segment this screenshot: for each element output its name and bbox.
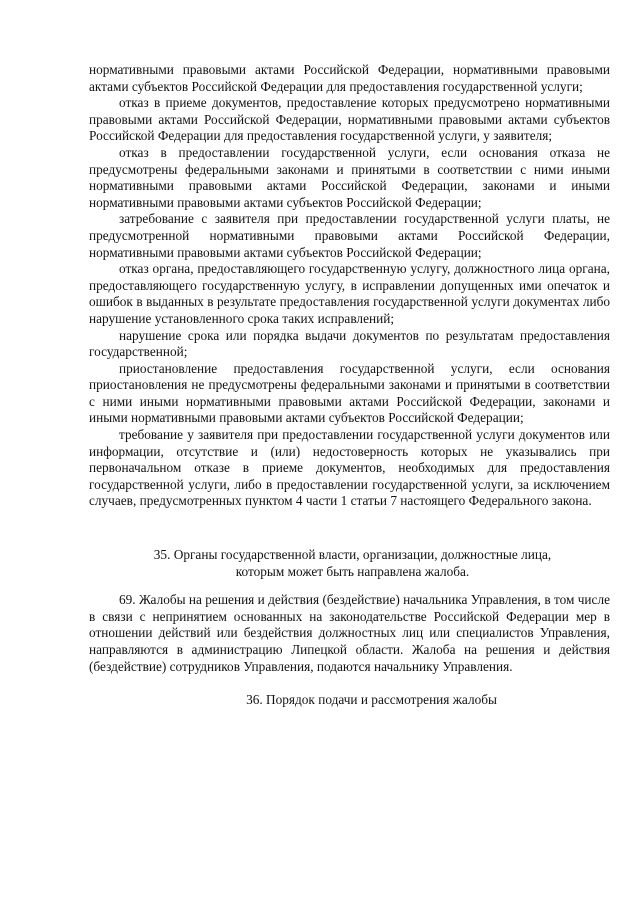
paragraph-fee-demand: затребование с заявителя при предоставлении государственной услуги платы, не предусмотренной нормативными правовыми актами Российской Федерации, нормативными правовыми актами субъектов Российской Федерации; xyxy=(89,211,610,260)
paragraph-continuation: нормативными правовыми актами Российской Федерации, нормативными правовыми актами субъектов Российской Федерации для предоставления государственной услуги; xyxy=(89,62,610,94)
paragraph-refusal-service: отказ в предоставлении государственной услуги, если основания отказа не предусмотрены федеральными законами и принятыми в соответствии с ними иными нормативными правовыми актами Российской Федерации, законами и иными нормативными правовыми актами субъектов Российской Федерации; xyxy=(89,144,610,210)
section-36-heading-title: 36. Порядок подачи и рассмотрения жалобы xyxy=(246,692,497,708)
paragraph-69: 69. Жалобы на решения и действия (бездействие) начальника Управления, в том числе в связи с непринятием основанных на законодательстве Российской Федерации мер в отношении действий или бездействия должностных лиц или специалистов Управления, направляются в администрацию Липецкой области. Жалоба на решения и действия (бездействие) сотрудников Управления, подаются начальнику Управления. xyxy=(89,592,610,674)
section-35-heading-line2: которым может быть направлена жалоба. xyxy=(235,563,470,579)
section-35-heading xyxy=(89,547,610,580)
paragraph-suspension: приостановление предоставления государственной услуги, если основания приостановления не предусмотрены федеральными законами и принятыми в соответствии с ними иными нормативными правовыми актами Российской Федерации, законами и иными нормативными правовыми актами субъектов Российской Федерации; xyxy=(89,360,610,426)
paragraph-deadline-violation: нарушение срока или порядка выдачи документов по результатам предоставления государственной; xyxy=(89,327,610,360)
paragraph-refusal-documents: отказ в приеме документов, предоставление которых предусмотрено нормативными правовыми актами Российской Федерации, нормативными правовыми актами субъектов Российской Федерации для предоставления государственной услуги, у заявителя; xyxy=(89,95,610,144)
section-35-heading-line1: 35. Органы государственной власти, организации, должностные лица, xyxy=(153,547,552,563)
paragraph-document-demand: требование у заявителя при предоставлении государственной услуги документов или информации, отсутствие и (или) недостоверность которых не указывались при первоначальном отказе в приеме документов, необходимых для предоставления государственной услуги, либо в предоставлении государственной услуги, за исключением случаев, предусмотренных пунктом 4 части 1 статьи 7 настоящего Федерального закона. xyxy=(89,427,610,509)
paragraph-correction-refusal: отказ органа, предоставляющего государственную услугу, должностного лица органа, предоставляющего государственную услугу, в исправлении допущенных ими опечаток и ошибок в выданных в результате предоставления государственной услуги документах либо нарушение установленного срока таких исправлений; xyxy=(89,261,610,326)
section-36-heading xyxy=(89,692,610,709)
